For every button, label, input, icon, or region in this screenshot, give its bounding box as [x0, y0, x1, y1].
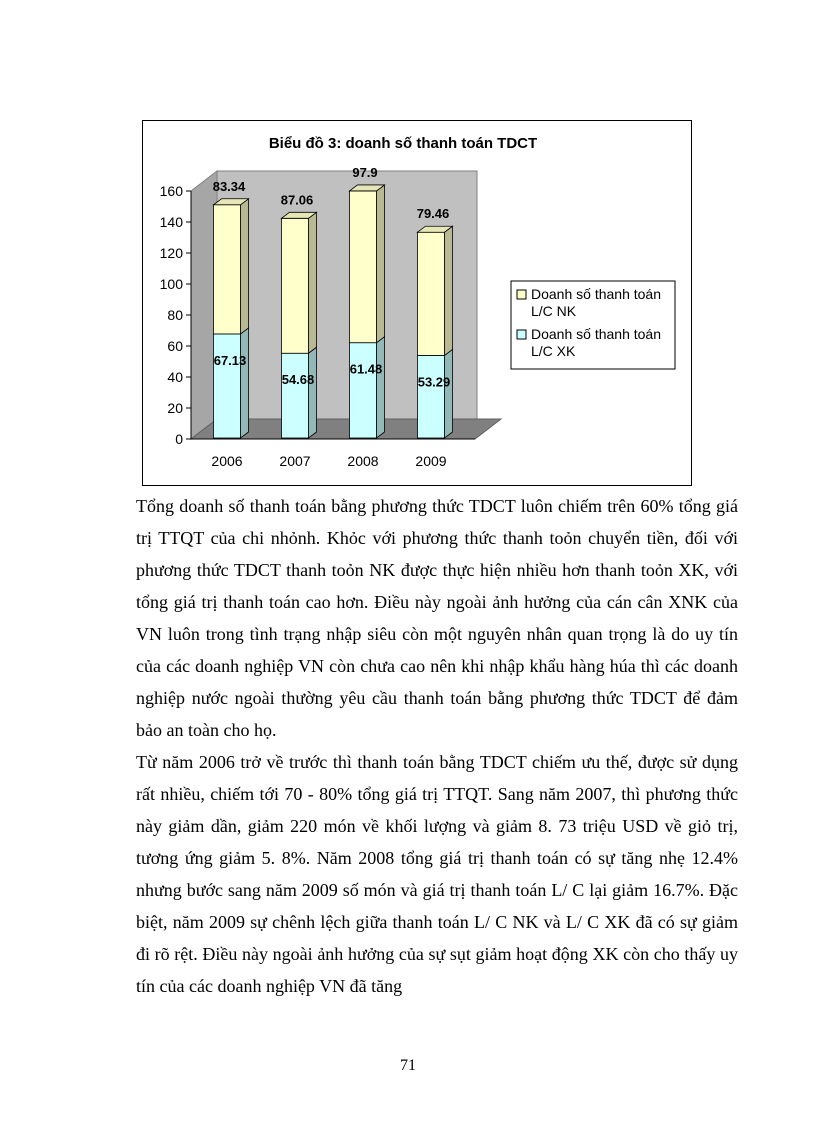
- chart-frame: [142, 120, 692, 486]
- bar-side-2007: [309, 212, 317, 353]
- data-label-2009-series-1: 53.29: [417, 374, 451, 390]
- bar-side-2009: [445, 349, 453, 438]
- bar-side-2006: [241, 328, 249, 438]
- y-tick-label: 0: [175, 431, 183, 447]
- bar-side-2009: [445, 226, 453, 355]
- y-tick-label: 140: [159, 214, 183, 230]
- y-tick-label: 160: [159, 183, 183, 199]
- legend-label-2-line2: L/C XK: [531, 343, 576, 359]
- bar-2006-series-1: [214, 334, 241, 438]
- data-label-2007-series-2: 87.06: [280, 192, 314, 208]
- body-text: [136, 490, 738, 1002]
- y-tick-label: 60: [167, 338, 183, 354]
- bar-side-2006: [241, 199, 249, 334]
- legend-label-2: Doanh số thanh toán: [531, 326, 661, 342]
- stacked-bar-chart: [143, 121, 691, 485]
- data-label-2007-series-1: 54.68: [281, 372, 315, 388]
- bar-side-2007: [309, 347, 317, 438]
- data-label-2006-series-2: 83.34: [212, 178, 246, 194]
- y-tick-label: 40: [167, 369, 183, 385]
- x-tick-label-2007: 2007: [279, 453, 311, 469]
- chart-legend: [511, 281, 675, 369]
- bar-2009-series-2: [418, 232, 445, 355]
- x-tick-label-2006: 2006: [211, 453, 243, 469]
- data-label-2008-series-2: 97.9: [352, 164, 378, 180]
- bar-2007-series-2: [282, 218, 309, 353]
- legend-label-1: Doanh số thanh toán: [531, 286, 661, 302]
- data-label-2009-series-2: 79.46: [416, 206, 450, 222]
- y-tick-label: 20: [167, 400, 183, 416]
- bar-2009-series-1: [418, 355, 445, 438]
- data-label-2008-series-1: 61.48: [349, 361, 383, 377]
- x-tick-label-2008: 2008: [347, 453, 379, 469]
- bar-side-2008: [377, 185, 385, 343]
- bar-side-2008: [377, 337, 385, 438]
- bar-2007-series-1: [282, 353, 309, 438]
- y-tick-label: 120: [159, 245, 183, 261]
- paragraph-1: Tổng doanh số thanh toán bằng phương thức TDCT luôn chiếm trên 60% tổng giá trị TTQT của chi nhỏnh. Khỏc với phương thức thanh toỏn chuyển tiền, đối với phương thức TDCT thanh toỏn NK được thực hiện nhiều hơn thanh toỏn XK, với tổng giá trị thanh toán cao hơn. Điều này ngoài ảnh hưởng của cán cân XNK của VN luôn trong tình trạng nhập siêu còn một nguyên nhân quan trọng là do uy tín của các doanh nghiệp VN còn chưa cao nên khi nhập khẩu hàng húa thì các doanh nghiệp nước ngoài thường yêu cầu thanh toán bằng phương thức TDCT để đảm bảo an toàn cho họ.: [136, 496, 738, 740]
- legend-swatch-1: [517, 290, 526, 299]
- paragraph-2: Từ năm 2006 trở về trước thì thanh toán bằng TDCT chiếm ưu thế, được sử dụng rất nhiều, chiếm tới 70 - 80% tổng giá trị TTQT. Sang năm 2007, thì phương thức này giảm dần, giảm 220 món về khối lượng và giảm 8. 73 triệu USD về giỏ trị, tương ứng giảm 5. 8%. Năm 2008 tổng giá trị thanh toán có sự tăng nhẹ 12.4% nhưng bước sang năm 2009 số món và giá trị thanh toán L/ C lại giảm 16.7%. Đặc biệt, năm 2009 sự chênh lệch giữa thanh toán L/ C NK và L/ C XK đã có sự giảm đi rõ rệt. Điều này ngoài ảnh hưởng của sự sụt giảm hoạt động XK còn cho thấy uy tín của các doanh nghiệp VN đã tăng: [136, 752, 738, 996]
- legend-label-1-line2: L/C NK: [531, 303, 577, 319]
- page-number: 71: [400, 1057, 416, 1074]
- bar-2006-series-2: [214, 205, 241, 334]
- y-tick-label: 100: [159, 276, 183, 292]
- bar-2008-series-2: [350, 191, 377, 343]
- y-tick-label: 80: [167, 307, 183, 323]
- x-tick-label-2009: 2009: [415, 453, 447, 469]
- chart-title: Biểu đồ 3: doanh số thanh toán TDCT: [268, 135, 538, 152]
- bar-2008-series-1: [350, 343, 377, 438]
- data-label-2006-series-1: 67.13: [213, 352, 247, 368]
- legend-swatch-2: [517, 330, 526, 339]
